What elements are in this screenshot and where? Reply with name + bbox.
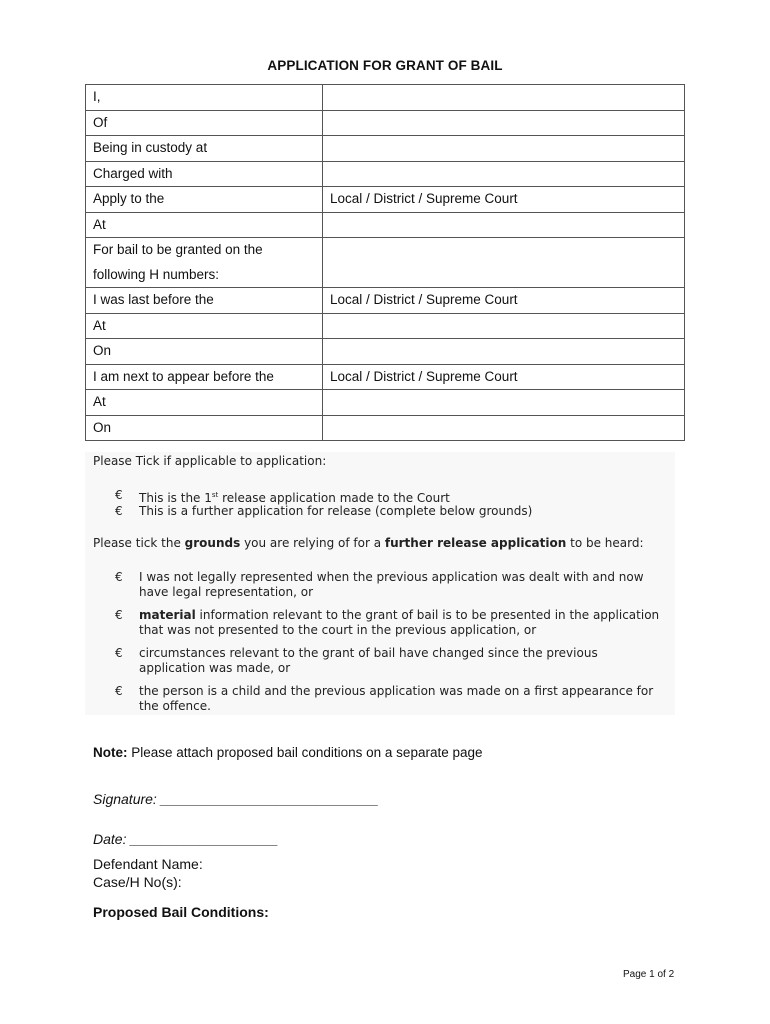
- form-row: [86, 187, 685, 213]
- row-label: Apply to the: [86, 187, 323, 213]
- row-value-field[interactable]: [323, 313, 685, 339]
- row-value-field[interactable]: Local / District / Supreme Court: [323, 288, 685, 314]
- row-label: At: [86, 390, 323, 416]
- row-label: At: [86, 313, 323, 339]
- tick-section: [85, 452, 675, 715]
- form-row: [86, 110, 685, 136]
- ground-text: material information relevant to the grant of bail is to be presented in the application that was not presented to the court in the previous application, or: [139, 608, 660, 637]
- tick-box-icon[interactable]: €: [115, 684, 123, 698]
- row-value-field[interactable]: [323, 415, 685, 441]
- tick-box-icon[interactable]: €: [115, 504, 123, 518]
- form-row: [86, 339, 685, 365]
- form-row: [86, 390, 685, 416]
- row-label: [86, 238, 323, 288]
- row-label-line: For bail to be granted on the: [93, 242, 263, 257]
- document-title: APPLICATION FOR GRANT OF BAIL: [267, 58, 503, 73]
- row-label: On: [86, 339, 323, 365]
- form-row: [86, 212, 685, 238]
- signature-line[interactable]: Signature: ____________________________: [93, 791, 379, 807]
- row-label: Charged with: [86, 161, 323, 187]
- row-value-field[interactable]: [323, 390, 685, 416]
- form-row: [86, 415, 685, 441]
- attachment-note: Note: Please attach proposed bail conditions on a separate page: [93, 745, 483, 760]
- form-row: [86, 238, 685, 288]
- form-row: [86, 364, 685, 390]
- tick-box-icon[interactable]: €: [115, 570, 123, 584]
- grounds-heading: Please tick the grounds you are relying of for a further release application to be heard:: [93, 536, 644, 550]
- application-form-table: [85, 84, 685, 441]
- form-row: [86, 85, 685, 111]
- row-value-field[interactable]: [323, 85, 685, 111]
- row-label: I,: [86, 85, 323, 111]
- tick-box-icon[interactable]: €: [115, 646, 123, 660]
- row-value-field[interactable]: [323, 110, 685, 136]
- row-value-field[interactable]: [323, 238, 685, 288]
- page-indicator: Page 1 of 2: [623, 969, 675, 980]
- ground-text: circumstances relevant to the grant of bail have changed since the previous application was made, or: [139, 646, 598, 675]
- form-row: [86, 288, 685, 314]
- form-row: [86, 313, 685, 339]
- row-label-line: following H numbers:: [93, 266, 220, 282]
- row-value-field[interactable]: Local / District / Supreme Court: [323, 187, 685, 213]
- row-label: I was last before the: [86, 288, 323, 314]
- form-row: [86, 161, 685, 187]
- proposed-conditions-heading: Proposed Bail Conditions:: [93, 904, 269, 920]
- row-value-field[interactable]: [323, 339, 685, 365]
- row-label: At: [86, 212, 323, 238]
- row-label: Of: [86, 110, 323, 136]
- tick-box-icon[interactable]: €: [115, 608, 123, 622]
- ground-text: I was not legally represented when the previous application was dealt with and now have legal representation, or: [139, 570, 644, 599]
- row-label: I am next to appear before the: [86, 364, 323, 390]
- row-label: Being in custody at: [86, 136, 323, 162]
- defendant-name-label: Defendant Name:: [93, 856, 203, 872]
- row-label: On: [86, 415, 323, 441]
- ground-text: the person is a child and the previous application was made on a first appearance for the offence.: [139, 684, 654, 713]
- form-row: [86, 136, 685, 162]
- date-line[interactable]: Date: ___________________: [93, 831, 279, 847]
- row-value-field[interactable]: [323, 161, 685, 187]
- option-text: This is a further application for release (complete below grounds): [139, 504, 533, 518]
- tick-heading: Please Tick if applicable to application:: [93, 454, 327, 468]
- row-value-field[interactable]: Local / District / Supreme Court: [323, 364, 685, 390]
- row-value-field[interactable]: [323, 212, 685, 238]
- tick-box-icon[interactable]: €: [115, 488, 123, 502]
- case-number-label: Case/H No(s):: [93, 874, 182, 890]
- row-value-field[interactable]: [323, 136, 685, 162]
- option-text: This is the 1st release application made to the Court: [139, 491, 450, 505]
